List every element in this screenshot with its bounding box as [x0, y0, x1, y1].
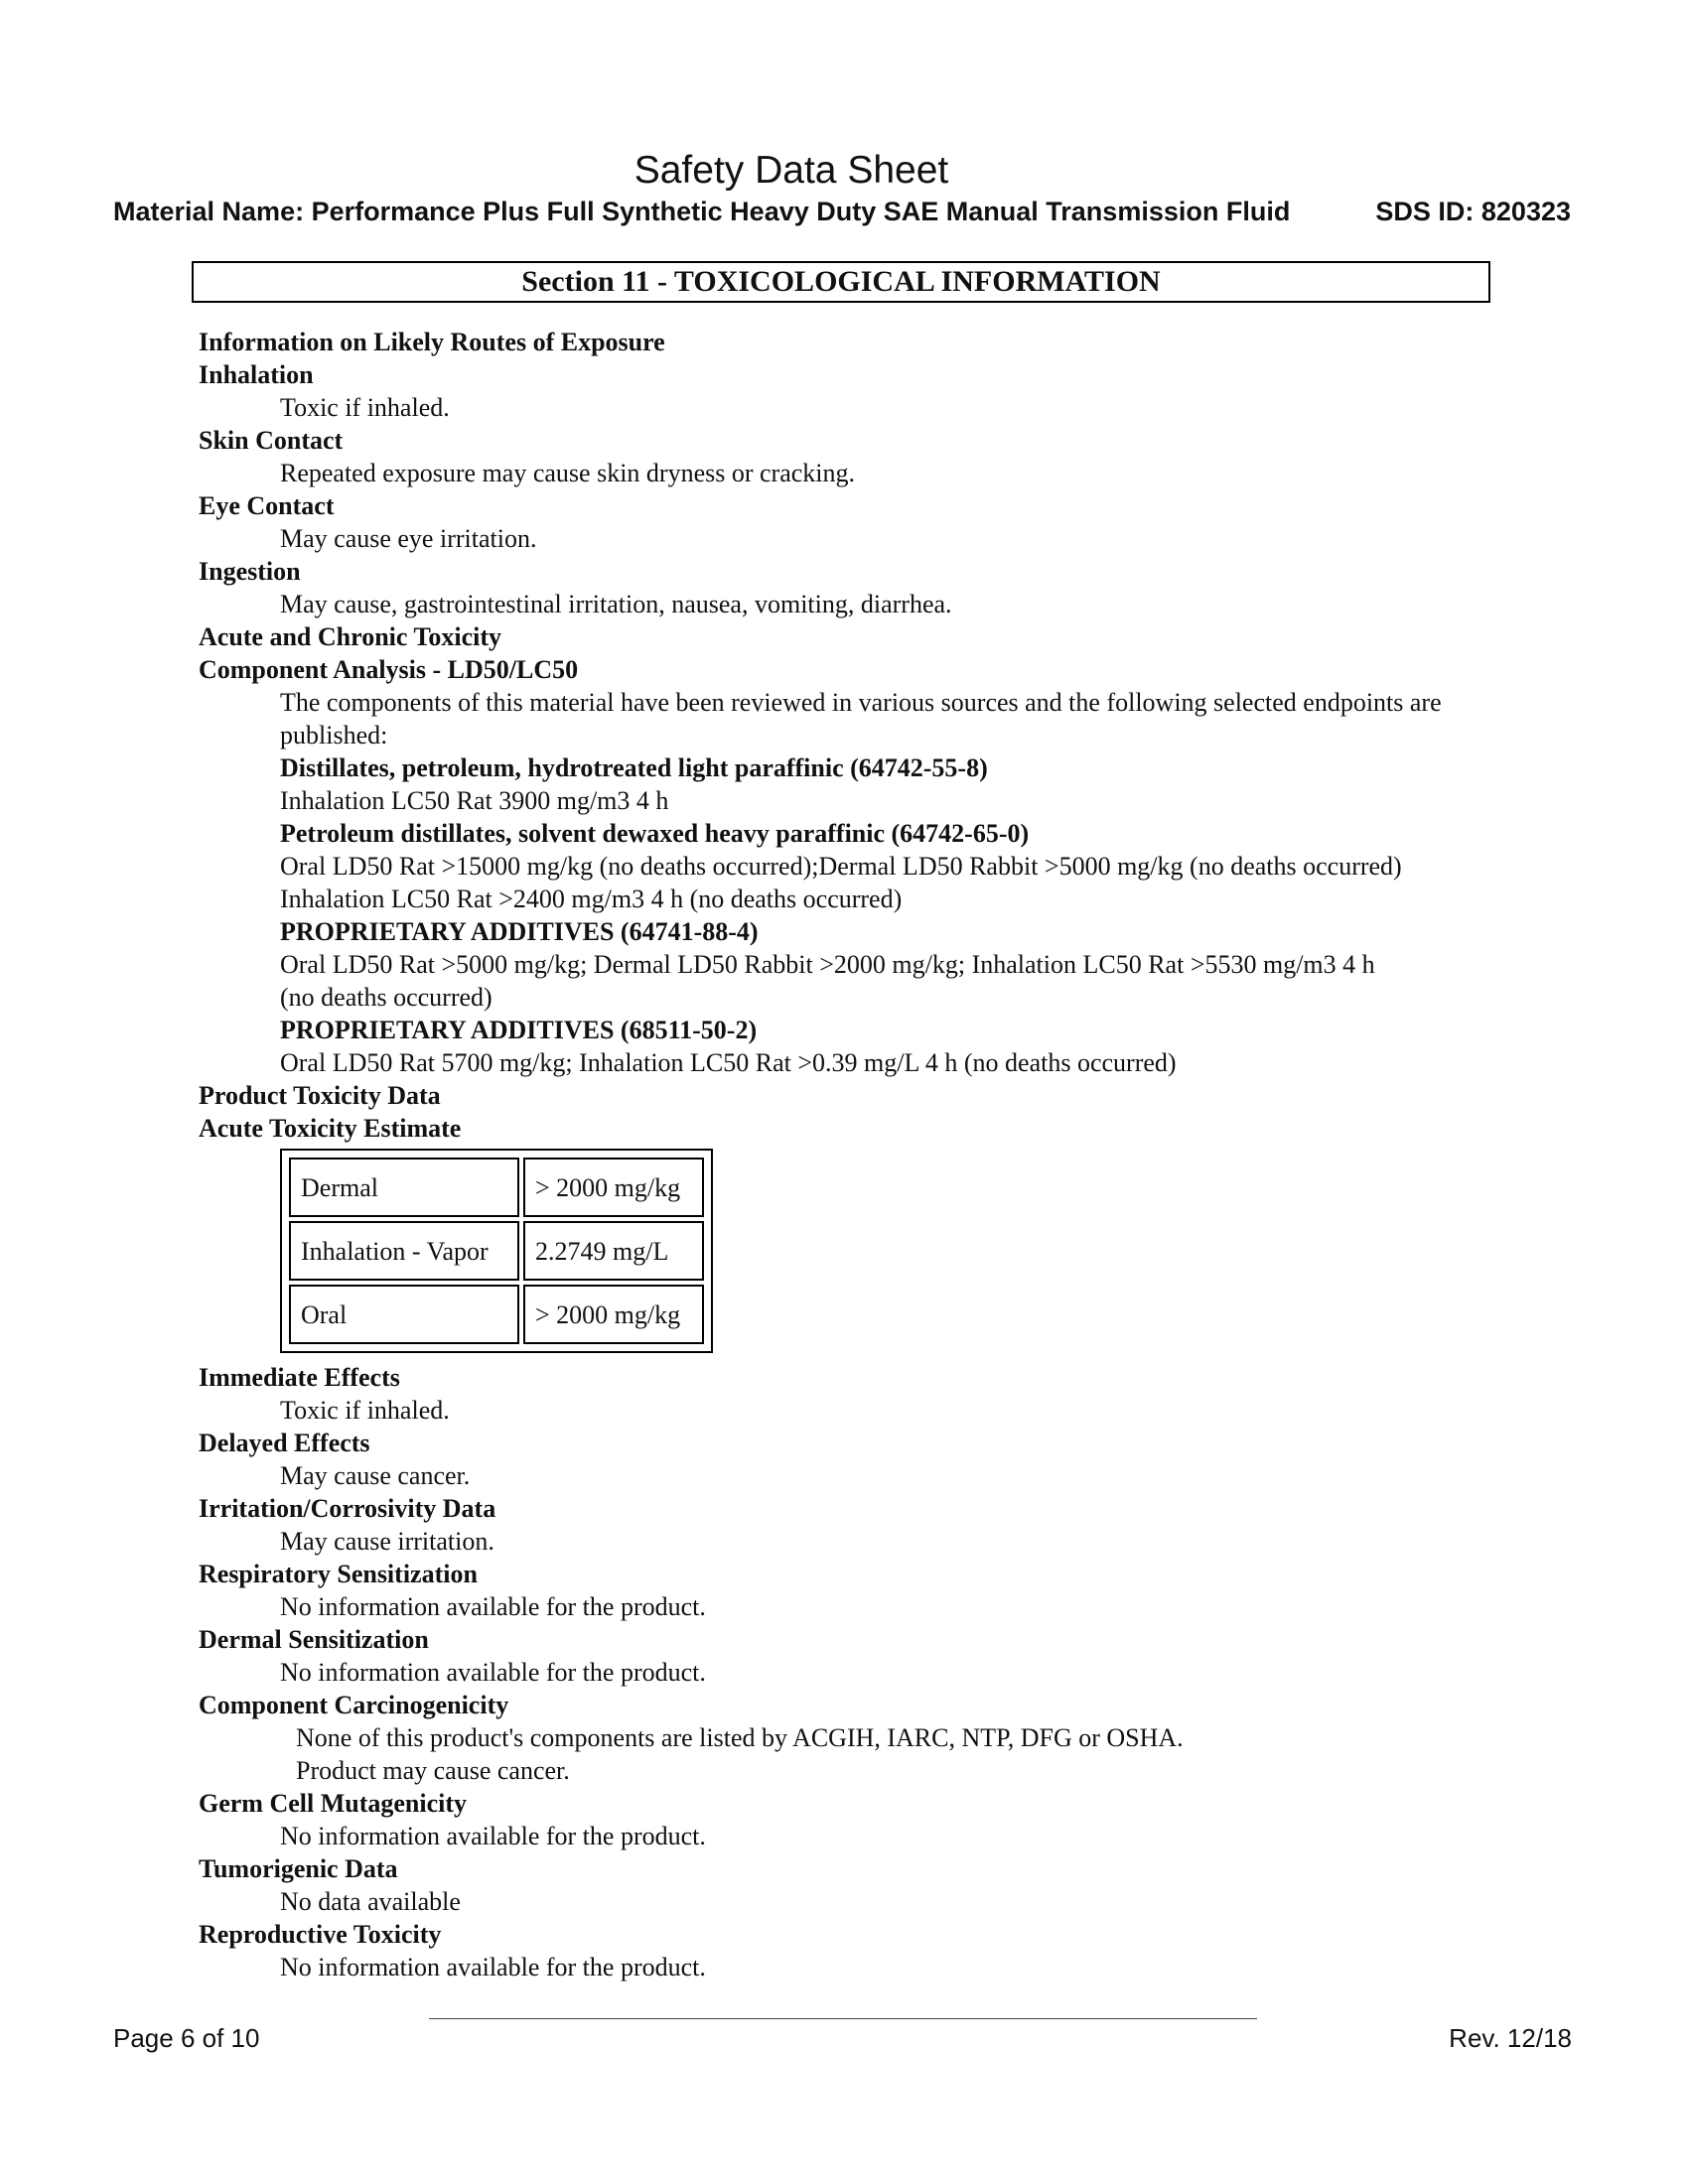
carcinogenicity-text: Product may cause cancer. — [296, 1756, 570, 1785]
ingestion-label: Ingestion — [199, 557, 301, 586]
component-endpoint: Oral LD50 Rat >15000 mg/kg (no deaths occurred);Dermal LD50 Rabbit >5000 mg/kg (no deaths occurred) — [280, 852, 1402, 881]
respiratory-sensitization-text: No information available for the product. — [280, 1592, 706, 1621]
respiratory-sensitization-label: Respiratory Sensitization — [199, 1560, 478, 1588]
component-endpoint: Inhalation LC50 Rat >2400 mg/m3 4 h (no deaths occurred) — [280, 885, 903, 913]
dermal-sensitization-label: Dermal Sensitization — [199, 1625, 429, 1654]
carcinogenicity-text: None of this product's components are listed by ACGIH, IARC, NTP, DFG or OSHA. — [296, 1723, 1184, 1752]
ingestion-text: May cause, gastrointestinal irritation, nausea, vomiting, diarrhea. — [280, 590, 952, 618]
inhalation-label: Inhalation — [199, 360, 314, 389]
irritation-text: May cause irritation. — [280, 1527, 494, 1556]
component-endpoint: Oral LD50 Rat 5700 mg/kg; Inhalation LC50 Rat >0.39 mg/L 4 h (no deaths occurred) — [280, 1048, 1177, 1077]
component-endpoint: (no deaths occurred) — [280, 983, 492, 1012]
ate-table — [280, 1149, 713, 1353]
tumorigenic-label: Tumorigenic Data — [199, 1854, 398, 1883]
reproductive-text: No information available for the product. — [280, 1953, 706, 1981]
table-row — [289, 1221, 704, 1281]
component-endpoint: Inhalation LC50 Rat 3900 mg/m3 4 h — [280, 786, 669, 815]
delayed-effects-label: Delayed Effects — [199, 1429, 370, 1457]
immediate-effects-label: Immediate Effects — [199, 1363, 400, 1392]
component-endpoint: Oral LD50 Rat >5000 mg/kg; Dermal LD50 Rabbit >2000 mg/kg; Inhalation LC50 Rat >5530 mg/m3 4 h — [280, 950, 1375, 979]
sds-id: SDS ID: 820323 — [1375, 197, 1571, 226]
dermal-sensitization-text: No information available for the product. — [280, 1658, 706, 1687]
eye-contact-label: Eye Contact — [199, 491, 335, 520]
ate-value: > 2000 mg/kg — [523, 1158, 704, 1217]
eye-contact-text: May cause eye irritation. — [280, 524, 537, 553]
tumorigenic-text: No data available — [280, 1887, 461, 1916]
acute-chronic-heading: Acute and Chronic Toxicity — [199, 622, 502, 651]
section-title: Section 11 - TOXICOLOGICAL INFORMATION — [192, 261, 1490, 303]
ate-value: 2.2749 mg/L — [523, 1221, 704, 1281]
component-name: Petroleum distillates, solvent dewaxed heavy paraffinic (64742-65-0) — [280, 819, 1030, 848]
component-name: PROPRIETARY ADDITIVES (64741-88-4) — [280, 917, 759, 946]
table-row — [289, 1285, 704, 1344]
page-number: Page 6 of 10 — [113, 2023, 260, 2053]
immediate-effects-text: Toxic if inhaled. — [280, 1396, 450, 1425]
component-intro: The components of this material have been reviewed in various sources and the following selected endpoints are published: — [280, 688, 1442, 750]
ate-route: Dermal — [289, 1158, 519, 1217]
germ-cell-text: No information available for the product. — [280, 1822, 706, 1850]
document-title: Safety Data Sheet — [633, 149, 949, 192]
carcinogenicity-label: Component Carcinogenicity — [199, 1691, 509, 1719]
table-row — [289, 1158, 704, 1217]
product-toxicity-heading: Product Toxicity Data — [199, 1081, 441, 1110]
ate-route: Inhalation - Vapor — [289, 1221, 519, 1281]
ate-heading: Acute Toxicity Estimate — [199, 1114, 462, 1143]
material-name: Material Name: Performance Plus Full Synthetic Heavy Duty SAE Manual Transmission Fluid — [113, 197, 1291, 226]
skin-contact-label: Skin Contact — [199, 426, 344, 455]
exposure-heading: Information on Likely Routes of Exposure — [199, 328, 665, 356]
footer-divider — [429, 2018, 1257, 2019]
material-header — [113, 195, 1571, 228]
component-name: PROPRIETARY ADDITIVES (68511-50-2) — [280, 1016, 758, 1044]
revision: Rev. 12/18 — [1449, 2023, 1572, 2053]
component-analysis-heading: Component Analysis - LD50/LC50 — [199, 655, 579, 684]
ate-route: Oral — [289, 1285, 519, 1344]
inhalation-text: Toxic if inhaled. — [280, 393, 450, 422]
component-name: Distillates, petroleum, hydrotreated light paraffinic (64742-55-8) — [280, 753, 988, 782]
section-content — [199, 326, 1509, 1983]
germ-cell-label: Germ Cell Mutagenicity — [199, 1789, 468, 1818]
ate-value: > 2000 mg/kg — [523, 1285, 704, 1344]
irritation-label: Irritation/Corrosivity Data — [199, 1494, 496, 1523]
skin-contact-text: Repeated exposure may cause skin dryness or cracking. — [280, 459, 856, 487]
reproductive-label: Reproductive Toxicity — [199, 1920, 442, 1949]
delayed-effects-text: May cause cancer. — [280, 1461, 471, 1490]
